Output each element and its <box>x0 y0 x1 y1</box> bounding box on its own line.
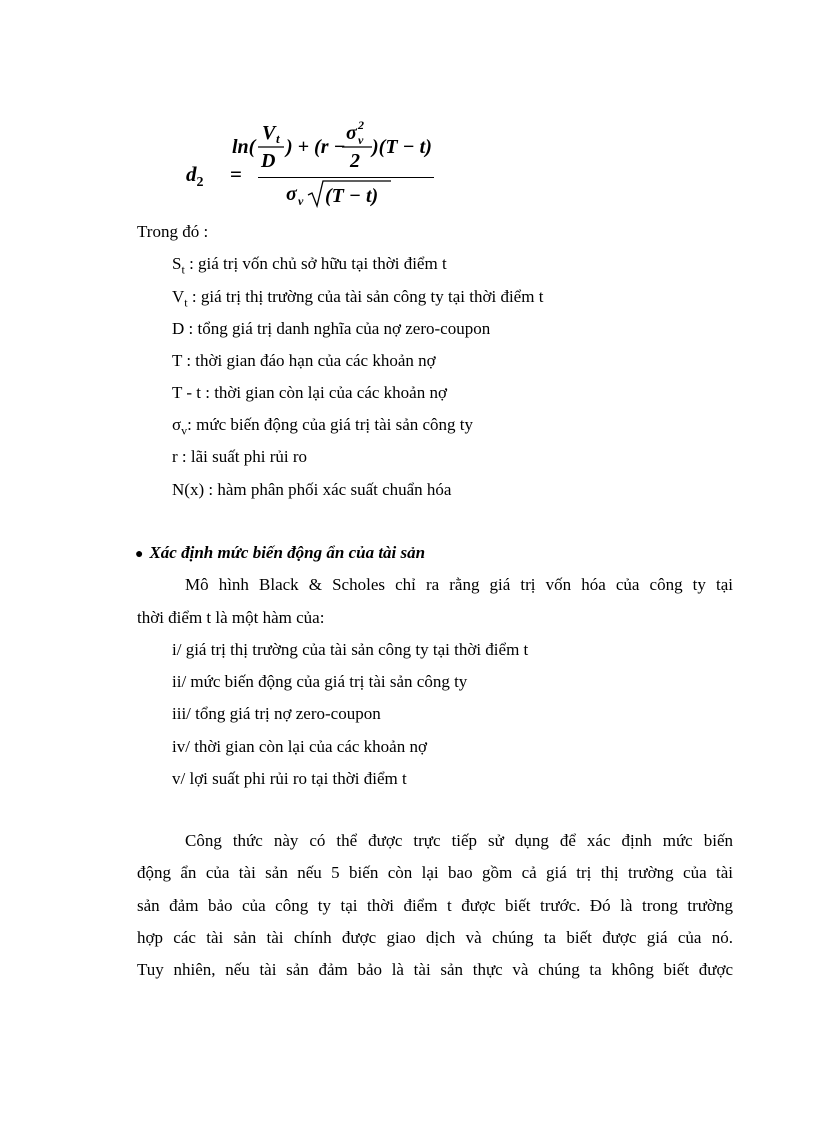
list-item: iv/ thời gian còn lại của các khoản nợ <box>172 737 427 756</box>
formula-numerator <box>232 118 492 176</box>
paragraph-line: động ẩn của tài sản nếu 5 biến còn lại bao gồm cả giá trị thị trường của tài <box>137 863 733 882</box>
num-tail: )(T − t) <box>372 136 432 158</box>
paragraph-line: Mô hình Black & Scholes chỉ ra rằng giá trị vốn hóa của công ty tại <box>185 575 733 594</box>
paragraph-line: thời điểm t là một hàm của: <box>137 608 325 627</box>
den-sigma-sub: v <box>298 194 304 208</box>
definition-item: r : lãi suất phi rủi ro <box>172 447 308 466</box>
num-mid: ) + (r − <box>286 136 346 158</box>
num-v: V <box>262 122 276 144</box>
paragraph-line: sản đảm bảo của công ty tại thời điểm t được biết trước. Đó là trong trường <box>137 896 733 915</box>
section-heading: ● Xác định mức biến động ẩn của tài sản <box>135 543 426 562</box>
formula-lhs: $d_2$ <box>186 162 204 191</box>
paragraph-line: hợp các tài sản tài chính được giao dịch và chúng ta biết được giá của nó. <box>137 928 733 947</box>
num-d: D <box>261 150 276 172</box>
num-v-sub: t <box>276 131 280 146</box>
paragraph-line: Tuy nhiên, nếu tài sản đảm bảo là tài sản thực và chúng ta không biết được <box>137 960 733 979</box>
formula-equals: = <box>230 162 242 186</box>
den-sqrt-content: (T − t) <box>325 185 379 207</box>
formula-denominator <box>286 178 396 210</box>
definition-item: N(x) : hàm phân phối xác suất chuẩn hóa <box>172 480 452 499</box>
list-item: v/ lợi suất phi rủi ro tại thời điểm t <box>172 769 407 788</box>
num-ln: ln( <box>232 136 256 158</box>
definition-item: T - t : thời gian còn lại của các khoản nợ <box>172 383 447 402</box>
bullet-icon: ● <box>135 547 144 562</box>
den-sigma: σ <box>286 183 297 205</box>
where-label: Trong đó : <box>137 222 209 241</box>
num-two: 2 <box>350 150 360 172</box>
num-sigma-sub: v <box>358 133 364 147</box>
d2-formula <box>186 118 446 208</box>
list-item: ii/ mức biến động của giá trị tài sản công ty <box>172 672 468 691</box>
list-item: iii/ tổng giá trị nợ zero-coupon <box>172 704 381 723</box>
definition-item: D : tổng giá trị danh nghĩa của nợ zero-coupon <box>172 319 491 338</box>
paragraph-line: Công thức này có thể được trực tiếp sử dụng để xác định mức biến <box>185 831 733 850</box>
list-item: i/ giá trị thị trường của tài sản công ty tại thời điểm t <box>172 640 529 659</box>
num-sigma-sup: 2 <box>358 118 364 132</box>
num-sigma: σ <box>346 122 357 144</box>
definition-item: $V_t$ : giá trị thị trường của tài sản công ty tại thời điểm t <box>172 287 544 310</box>
definition-item: T : thời gian đáo hạn của các khoản nợ <box>172 351 436 370</box>
definition-item: $S_t$ : giá trị vốn chủ sở hữu tại thời điểm t <box>172 254 447 277</box>
definition-item: $\sigma_v$: mức biến động của giá trị tài sản công ty <box>172 415 474 438</box>
